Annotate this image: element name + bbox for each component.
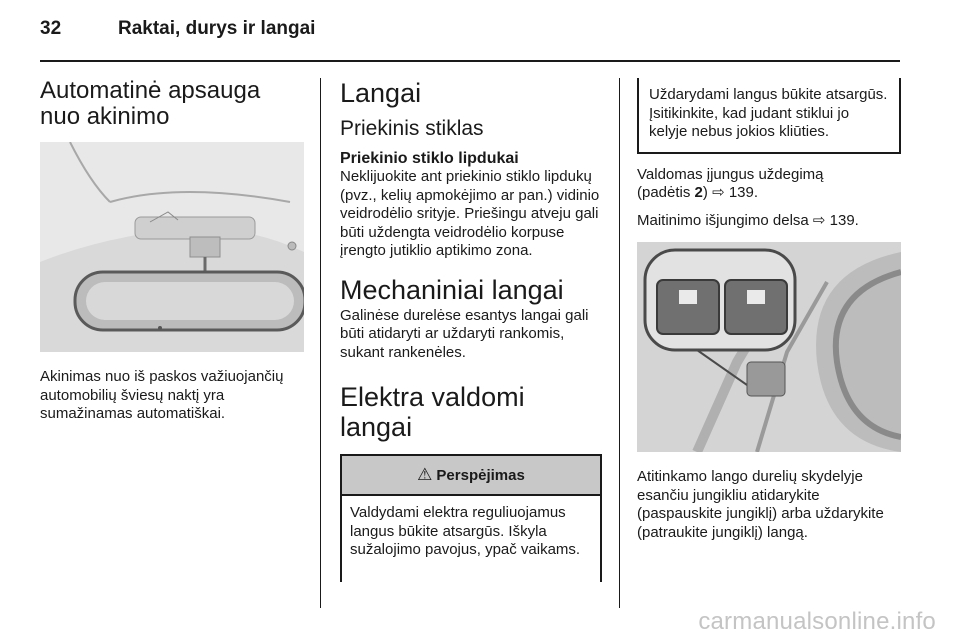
warning-box [340,454,602,582]
page-reference-arrow-icon: ⇨ [712,184,725,201]
middle-column [340,78,602,582]
power-delay-label: Maitinimo išjungimo delsa [637,211,813,229]
window-switch-illustration [637,242,901,452]
warning-text: Valdydami elektra reguliuojamus langus būkite atsargūs. Iškyla sužalojimo pavojus, ypač vaikams. [350,504,581,558]
ignition-line-1: Valdomas įjungus uždegimą [637,165,824,183]
window-switch-text: Atitinkamo lango durelių skydelyje esančiu jungikliu atidarykite (paspauskite jungiklį) arba uždarykite (patraukite jungiklį) langą. [637,468,884,541]
right-column [637,78,901,542]
ignition-line-2-pre: (padėtis [637,184,695,201]
ignition-line-2-post: ) [702,184,713,201]
column-divider-left [320,78,321,608]
warning-header [342,456,600,496]
stickers-text: Neklijuokite ant priekinio stiklo lipdukų (pvz., kelių apmokėjimo ar pan.) vidinio veidrodėlio srityje. Priešingu atveju gali būti uždengta veidrodėlio korpuse įrengto jutiklio aptikimo zona. [340,168,600,259]
page-number: 32 [40,18,62,39]
caution-note-text: Uždarydami langus būkite atsargūs. Įsitikinkite, kad judant stiklui jo kelyje nebus jokios kliūties. [649,86,888,140]
footer-watermark-url: carmanualsonline.info [698,608,936,635]
caution-note-box [637,78,901,154]
ignition-position-number: 2 [694,184,703,201]
section-heading-power-windows: Elektra valdomi langai [340,382,525,442]
power-delay-text [637,212,901,231]
subheading-windshield-stickers: Priekinio stiklo lipdukai [340,150,519,167]
section-heading-windows: Langai [340,78,422,108]
header-rule [40,60,900,62]
warning-title: Perspėjimas [436,466,525,484]
power-delay-page-reference[interactable]: 139. [829,211,859,229]
page-header-title: Raktai, durys ir langai [118,18,316,39]
section-heading-anti-glare: Automatinė apsauga nuo akinimo [40,77,261,130]
section-heading-manual-windows: Mechaniniai langai [340,274,564,305]
ignition-text [637,166,901,203]
subheading-windshield: Priekinis stiklas [340,117,484,140]
warning-triangle-icon: ⚠ [417,465,433,484]
manual-windows-text: Galinėse durelėse esantys langai gali būti atidaryti ar uždaryti rankomis, sukant rankenėles. [340,306,589,361]
anti-glare-text: Akinimas nuo iš paskos važiuojančių automobilių šviesų naktį yra sumažinamas automatiškai. [40,368,284,422]
left-column [40,78,304,424]
column-divider-right [619,78,620,608]
page-reference-arrow-icon: ⇨ [812,211,826,229]
ignition-page-reference[interactable]: 139. [728,184,759,201]
rearview-mirror-illustration [40,142,304,352]
